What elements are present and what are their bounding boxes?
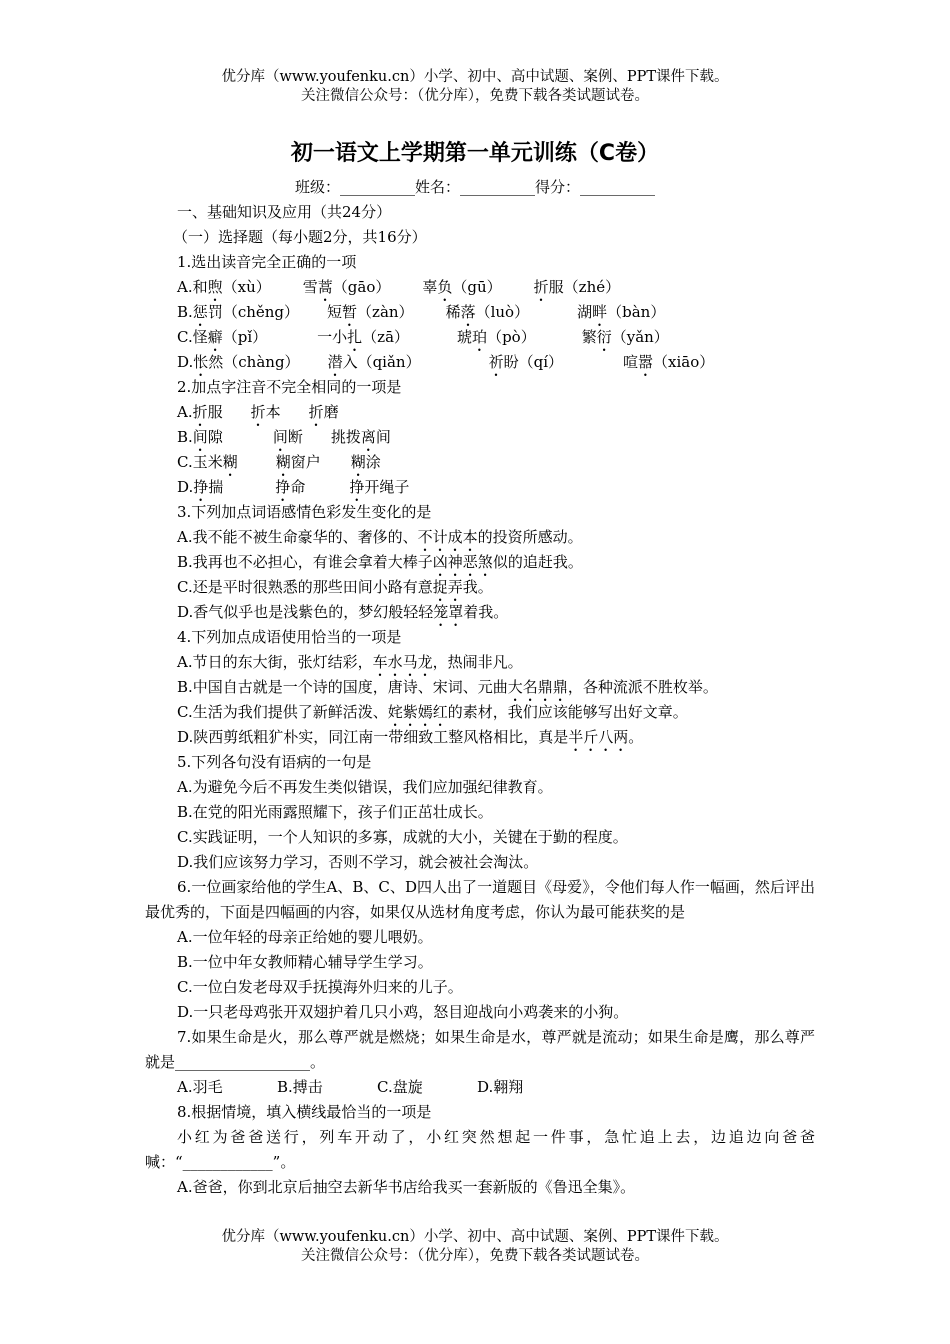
question-3-option-b: B.我再也不必担心，有谁会拿着大棒子凶神恶煞似的追赶我。 (177, 553, 583, 571)
question-7-option-b: B.搏击 (277, 1078, 323, 1096)
question-4-option-d: D.陕西剪纸粗犷朴实，同江南一带细致工整风格相比，真是半斤八两。 (177, 728, 644, 746)
question-1-option-c: C.怪癖（pǐ） 一小扎（zā） 琥珀（pò） 繁衍（yǎn） (177, 328, 669, 346)
question-1-stem: 1.选出读音完全正确的一项 (177, 253, 357, 271)
question-2-option-a: A.折服 折本 折磨 (177, 403, 339, 421)
question-3-option-d: D.香气似乎也是浅紫色的，梦幻般轻轻笼罩着我。 (177, 603, 509, 621)
question-1-option-a: A.和煦（xù） 雪蒿（gāo） 辜负（gū） 折服（zhé） (177, 278, 621, 296)
question-7-stem: 7.如果生命是火，那么尊严就是燃烧；如果生命是水，尊严就是流动；如果生命是鹰，那么尊严就是__________________。 (145, 1028, 815, 1071)
question-8-option-a: A.爸爸，你到北京后抽空去新华书店给我买一套新版的《鲁迅全集》。 (177, 1178, 636, 1196)
question-1-option-b: B.惩罚（chěng） 短暂（zàn） 稀落（luò） 湖畔（bàn） (177, 303, 666, 321)
question-2-stem: 2.加点字注音不完全相同的一项是 (177, 378, 402, 396)
question-5-option-a: A.为避免今后不再发生类似错误，我们应加强纪律教育。 (177, 778, 553, 796)
question-6-option-b: B.一位中年女教师精心辅导学生学习。 (177, 953, 433, 971)
header-line-1: 优分库（www.youfenku.cn）小学、初中、高中试题、案例、PPT课件下载。 (221, 69, 729, 85)
page-title: 初一语文上学期第一单元训练（C卷） (290, 141, 660, 166)
question-6-option-c: C.一位白发老母双手抚摸海外归来的儿子。 (177, 978, 463, 996)
question-4-option-b: B.中国自古就是一个诗的国度，唐诗、宋词、元曲大名鼎鼎，各种流派不胜枚举。 (177, 678, 718, 696)
question-1-option-d: D.怅然（chàng） 潜入（qiǎn） 祈盼（qí） 喧嚣（xiāo） (177, 353, 715, 371)
footer-line-1: 优分库（www.youfenku.cn）小学、初中、高中试题、案例、PPT课件下载。 (221, 1229, 729, 1245)
question-6-option-a: A.一位年轻的母亲正给她的婴儿喂奶。 (177, 928, 433, 946)
question-2-option-b: B.间隙 间断 挑拨离间 (177, 428, 391, 446)
question-4-option-a: A.节日的东大街，张灯结彩，车水马龙，热闹非凡。 (177, 653, 523, 671)
question-7-option-a: A.羽毛 (177, 1078, 223, 1096)
question-2-option-d: D.挣揣 挣命 挣开绳子 (177, 478, 410, 496)
question-4-stem: 4.下列加点成语使用恰当的一项是 (177, 628, 402, 646)
question-8-context: 小红为爸爸送行，列车开动了，小红突然想起一件事，急忙追上去，边追边向爸爸喊：“____________”。 (145, 1128, 815, 1171)
question-5-option-b: B.在党的阳光雨露照耀下，孩子们正茁壮成长。 (177, 803, 493, 821)
page-header (0, 68, 950, 106)
question-7-options (145, 1075, 815, 1100)
question-3-option-c: C.还是平时很熟悉的那些田间小路有意捉弄我。 (177, 578, 493, 596)
question-2-option-c: C.玉米糊 糊窗户 糊涂 (177, 453, 381, 471)
exam-content (145, 200, 815, 1200)
page-footer (0, 1228, 950, 1266)
question-6-stem: 6.一位画家给他的学生A、B、C、D四人出了一道题目《母爱》，令他们每人作一幅画，然后评出最优秀的，下面是四幅画的内容，如果仅从选材角度考虑，你认为最可能获奖的是 (145, 878, 815, 921)
question-7-option-c: C.盘旋 (377, 1078, 423, 1096)
question-5-option-c: C.实践证明，一个人知识的多寡，成就的大小，关键在于勤的程度。 (177, 828, 628, 846)
question-8-stem: 8.根据情境，填入横线最恰当的一项是 (177, 1103, 432, 1121)
question-3-stem: 3.下列加点词语感情色彩发生变化的是 (177, 503, 432, 521)
question-7-option-d: D.翱翔 (477, 1078, 524, 1096)
student-info-line: 班级：__________姓名：__________得分：__________ (294, 178, 655, 196)
question-6-option-d: D.一只老母鸡张开双翅护着几只小鸡，怒目迎战向小鸡袭来的小狗。 (177, 1003, 629, 1021)
question-5-option-d: D.我们应该努力学习，否则不学习，就会被社会淘汰。 (177, 853, 539, 871)
subsection-heading: （一）选择题（每小题2分，共16分） (173, 228, 427, 246)
question-3-option-a: A.我不能不被生命豪华的、奢侈的、不计成本的投资所感动。 (177, 528, 583, 546)
footer-line-2: 关注微信公众号：（优分库），免费下载各类试题试卷。 (301, 1248, 649, 1264)
header-line-2: 关注微信公众号：（优分库），免费下载各类试题试卷。 (301, 88, 649, 104)
question-5-stem: 5.下列各句没有语病的一句是 (177, 753, 372, 771)
section-heading: 一、基础知识及应用（共24分） (177, 203, 392, 221)
question-4-option-c: C.生活为我们提供了新鲜活泼、姹紫嫣红的素材，我们应该能够写出好文章。 (177, 703, 688, 721)
